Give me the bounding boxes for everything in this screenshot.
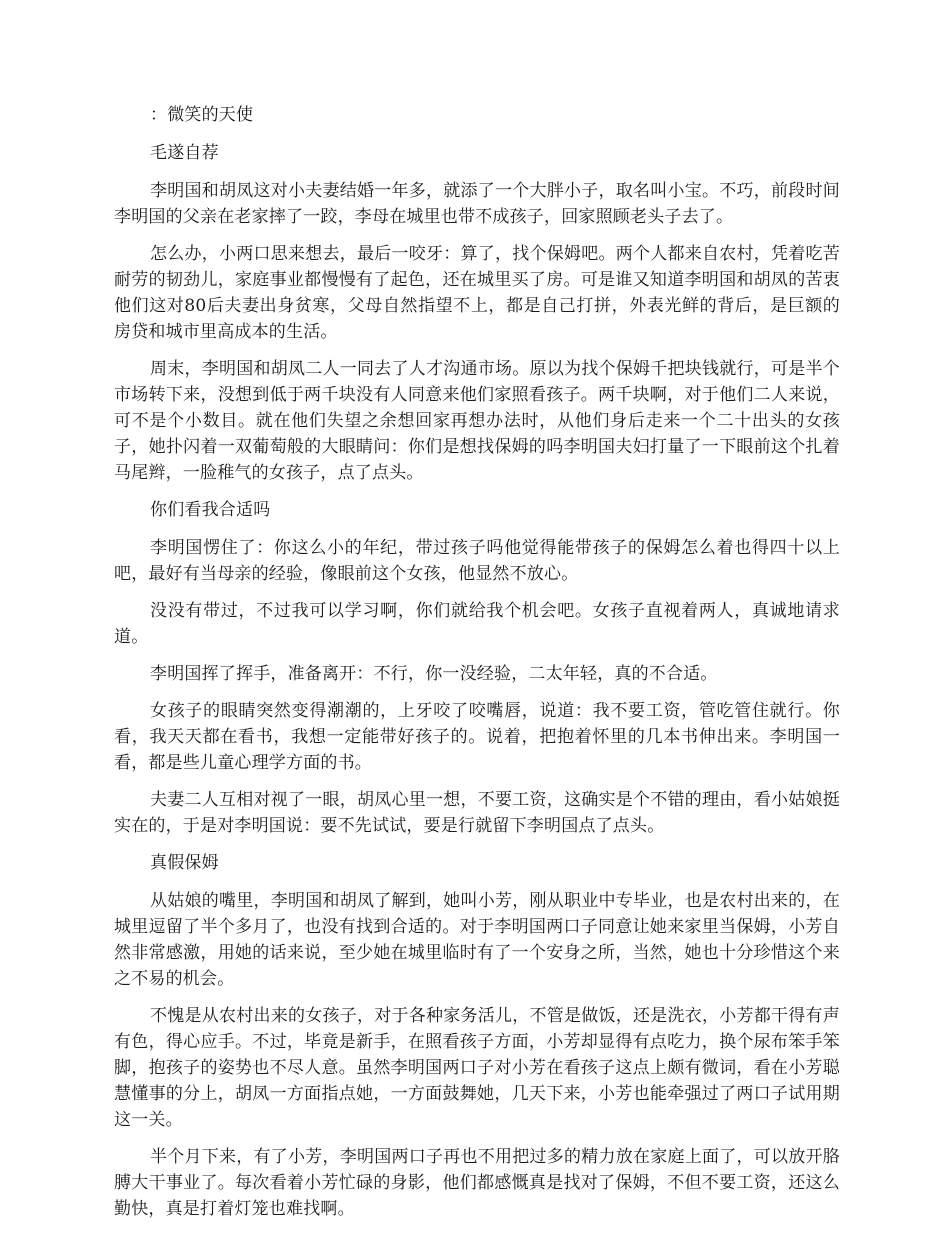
document-body [114,102,840,1233]
paragraph: 李明国愣住了：你这么小的年纪，带过孩子吗他觉得能带孩子的保姆怎么着也得四十以上吧，最好有当母亲的经验，像眼前这个女孩，他显然不放心。 [114,538,840,584]
paragraph: 没没有带过，不过我可以学习啊，你们就给我个机会吧。女孩子直视着两人，真诚地请求道。 [114,601,840,647]
paragraph: 李明国挥了挥手，准备离开：不行，你一没经验，二太年轻，真的不合适。 [150,664,718,684]
section-heading: 毛遂自荐 [150,143,219,163]
section-heading: 真假保姆 [150,853,219,873]
title-line: ：微笑的天使 [150,105,254,125]
paragraph: 周末，李明国和胡凤二人一同去了人才沟通市场。原以为找个保姆千把块钱就行，可是半个市场转下来，没想到低于两千块没有人同意来他们家照看孩子。两千块啊，对于他们二人来说，可不是个小数目。就在他们失望之余想回家再想办法时，从他们身后走来一个二十出头的女孩子，她扑闪着一双葡萄般的大眼睛问：你们是想找保姆的吗李明国夫妇打量了一下眼前这个扎着马尾辫，一脸稚气的女孩子，点了点头。 [114,359,840,483]
paragraph: 从姑娘的嘴里，李明国和胡凤了解到，她叫小芳，刚从职业中专毕业，也是农村出来的，在城里逗留了半个多月了，也没有找到合适的。对于李明国两口子同意让她来家里当保姆，小芳自然非常感激，用她的话来说，至少她在城里临时有了一个安身之所，当然，她也十分珍惜这个来之不易的机会。 [114,891,840,989]
paragraph: 李明国和胡凤这对小夫妻结婚一年多，就添了一个大胖小子，取名叫小宝。不巧，前段时间李明国的父亲在老家摔了一跤，李母在城里也带不成孩子，回家照顾老头子去了。 [114,181,840,227]
paragraph: 夫妻二人互相对视了一眼，胡凤心里一想，不要工资，这确实是个不错的理由，看小姑娘挺实在的，于是对李明国说：要不先试试，要是行就留下李明国点了点头。 [114,790,840,836]
dialogue-line: 你们看我合适吗 [150,500,271,520]
paragraph: 怎么办，小两口思来想去，最后一咬牙：算了，找个保姆吧。两个人都来自农村，凭着吃苦耐劳的韧劲儿，家庭事业都慢慢有了起色，还在城里买了房。可是谁又知道李明国和胡凤的苦衷他们这对80后夫妻出身贫寒，父母自然指望不上，都是自己打拼，外表光鲜的背后，是巨额的房贷和城市里高成本的生活。 [114,244,840,342]
paragraph: 不愧是从农村出来的女孩子，对于各种家务活儿，不管是做饭，还是洗衣，小芳都干得有声有色，得心应手。不过，毕竟是新手，在照看孩子方面，小芳却显得有点吃力，换个尿布笨手笨脚，抱孩子的姿势也不尽人意。虽然李明国两口子对小芳在看孩子这点上颇有微词，看在小芳聪慧懂事的分上，胡凤一方面指点她，一方面鼓舞她，几天下来，小芳也能牵强过了两口子试用期这一关。 [114,1006,840,1130]
paragraph: 女孩子的眼睛突然变得潮潮的，上牙咬了咬嘴唇，说道：我不要工资，管吃管住就行。你看，我天天都在看书，我想一定能带好孩子的。说着，把抱着怀里的几本书伸出来。李明国一看，都是些儿童心理学方面的书。 [114,701,840,773]
paragraph: 半个月下来，有了小芳，李明国两口子再也不用把过多的精力放在家庭上面了，可以放开胳膊大干事业了。每次看着小芳忙碌的身影，他们都感慨真是找对了保姆，不但不要工资，还这么勤快，真是打着灯笼也难找啊。 [114,1147,840,1219]
